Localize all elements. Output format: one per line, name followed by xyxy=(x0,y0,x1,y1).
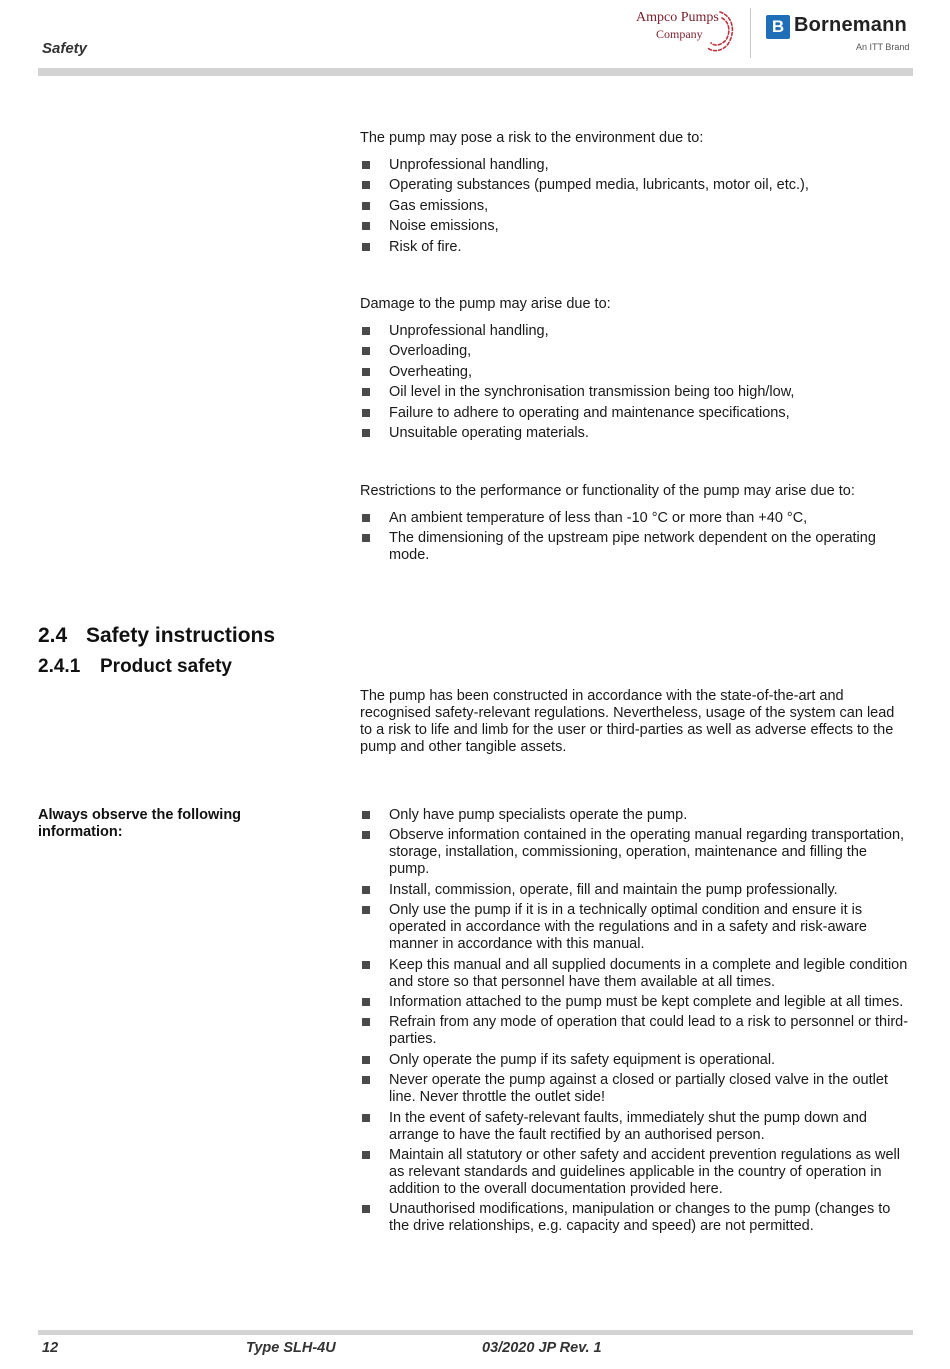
list-item: Risk of fire. xyxy=(360,239,910,256)
list-item: Maintain all statutory or other safety and accident prevention regulations as well as relevant standards and guidelines applicable in the country of operation in addition to the overall documentation provided here. xyxy=(360,1147,910,1198)
square-bullet-icon xyxy=(362,534,370,542)
ampco-logo-name: Ampco Pumps xyxy=(636,10,719,25)
square-bullet-icon xyxy=(362,161,370,169)
square-bullet-icon xyxy=(362,181,370,189)
list-item: Noise emissions, xyxy=(360,218,910,235)
section-number: 2.4 xyxy=(38,624,68,647)
list-item: Install, commission, operate, fill and maintain the pump professionally. xyxy=(360,882,910,899)
list-item: Oil level in the synchronisation transmission being too high/low, xyxy=(360,384,910,401)
square-bullet-icon xyxy=(362,998,370,1006)
list-item: Information attached to the pump must be kept complete and legible at all times. xyxy=(360,994,910,1011)
bornemann-logo-name: Bornemann xyxy=(794,14,907,36)
observe-label: Always observe the following information: xyxy=(38,807,242,840)
damage-list xyxy=(360,323,910,445)
list-item: Only have pump specialists operate the pump. xyxy=(360,807,910,824)
list-item: Failure to adhere to operating and maintenance specifications, xyxy=(360,405,910,422)
square-bullet-icon xyxy=(362,388,370,396)
square-bullet-icon xyxy=(362,906,370,914)
list-item: Observe information contained in the operating manual regarding transportation, storage, installation, commissioning, operation, maintenance and filling the pump. xyxy=(360,827,910,878)
footer-type: Type SLH-4U xyxy=(246,1340,336,1356)
list-item: Only operate the pump if its safety equipment is operational. xyxy=(360,1052,910,1069)
square-bullet-icon xyxy=(362,202,370,210)
subsection-heading xyxy=(38,656,232,678)
bornemann-logo xyxy=(766,12,914,56)
square-bullet-icon xyxy=(362,886,370,894)
list-item: An ambient temperature of less than -10 °C or more than +40 °C, xyxy=(360,510,910,527)
square-bullet-icon xyxy=(362,831,370,839)
subsection-title: Product safety xyxy=(100,656,232,677)
bornemann-logo-brand: An ITT Brand xyxy=(856,42,910,52)
square-bullet-icon xyxy=(362,1114,370,1122)
list-item: Only use the pump if it is in a technically optimal condition and ensure it is operated in accordance with the regulations and in a safety and risk-aware manner in accordance with this manual. xyxy=(360,902,910,953)
square-bullet-icon xyxy=(362,1056,370,1064)
restrictions-intro: Restrictions to the performance or functionality of the pump may arise due to: xyxy=(360,483,855,499)
list-item: Gas emissions, xyxy=(360,198,910,215)
square-bullet-icon xyxy=(362,409,370,417)
section-title: Safety instructions xyxy=(86,624,276,647)
subsection-number: 2.4.1 xyxy=(38,656,81,677)
list-item: Never operate the pump against a closed or partially closed valve in the outlet line. Never throttle the outlet side! xyxy=(360,1072,910,1106)
square-bullet-icon xyxy=(362,1151,370,1159)
env-risk-intro: The pump may pose a risk to the environment due to: xyxy=(360,130,704,146)
restrictions-list xyxy=(360,510,910,568)
list-item: Unauthorised modifications, manipulation or changes to the pump (changes to the drive relationships, e.g. capacity and speed) are not permitted. xyxy=(360,1201,910,1235)
list-item: Operating substances (pumped media, lubricants, motor oil, etc.), xyxy=(360,177,910,194)
list-item: Refrain from any mode of operation that could lead to a risk to personnel or third-parties. xyxy=(360,1014,910,1048)
square-bullet-icon xyxy=(362,514,370,522)
list-item: The dimensioning of the upstream pipe network dependent on the operating mode. xyxy=(360,530,910,564)
square-bullet-icon xyxy=(362,1076,370,1084)
ampco-swirl-icon xyxy=(700,8,740,58)
observe-list xyxy=(360,807,910,1239)
square-bullet-icon xyxy=(362,961,370,969)
env-risk-list xyxy=(360,157,910,259)
section-heading xyxy=(38,624,275,648)
ampco-pumps-logo xyxy=(630,8,740,58)
header-rule xyxy=(38,68,913,76)
footer-page-number: 12 xyxy=(42,1340,59,1356)
product-safety-paragraph: The pump has been constructed in accordance with the state-of-the-art and recognised safety-relevant regulations. Nevertheless, usage of the system can lead to a risk to life and limb for the user or third-parties as well as adverse effects to the pump and other tangible assets. xyxy=(360,688,895,755)
square-bullet-icon xyxy=(362,327,370,335)
footer-rule xyxy=(38,1330,913,1335)
square-bullet-icon xyxy=(362,1205,370,1213)
square-bullet-icon xyxy=(362,347,370,355)
square-bullet-icon xyxy=(362,429,370,437)
list-item: Keep this manual and all supplied documents in a complete and legible condition and store so that personnel have them available at all times. xyxy=(360,957,910,991)
list-item: Overheating, xyxy=(360,364,910,381)
list-item: Unprofessional handling, xyxy=(360,157,910,174)
square-bullet-icon xyxy=(362,243,370,251)
damage-intro: Damage to the pump may arise due to: xyxy=(360,296,611,312)
footer-revision: 03/2020 JP Rev. 1 xyxy=(482,1340,602,1356)
bornemann-mark-icon: B xyxy=(766,15,790,39)
header-section-title: Safety xyxy=(42,40,88,57)
square-bullet-icon xyxy=(362,811,370,819)
list-item: Unsuitable operating materials. xyxy=(360,425,910,442)
ampco-logo-sub: Company xyxy=(656,27,703,41)
square-bullet-icon xyxy=(362,368,370,376)
list-item: Overloading, xyxy=(360,343,910,360)
list-item: In the event of safety-relevant faults, immediately shut the pump down and arrange to have the fault rectified by an authorised person. xyxy=(360,1110,910,1144)
square-bullet-icon xyxy=(362,222,370,230)
square-bullet-icon xyxy=(362,1018,370,1026)
list-item: Unprofessional handling, xyxy=(360,323,910,340)
logo-divider xyxy=(750,8,751,58)
